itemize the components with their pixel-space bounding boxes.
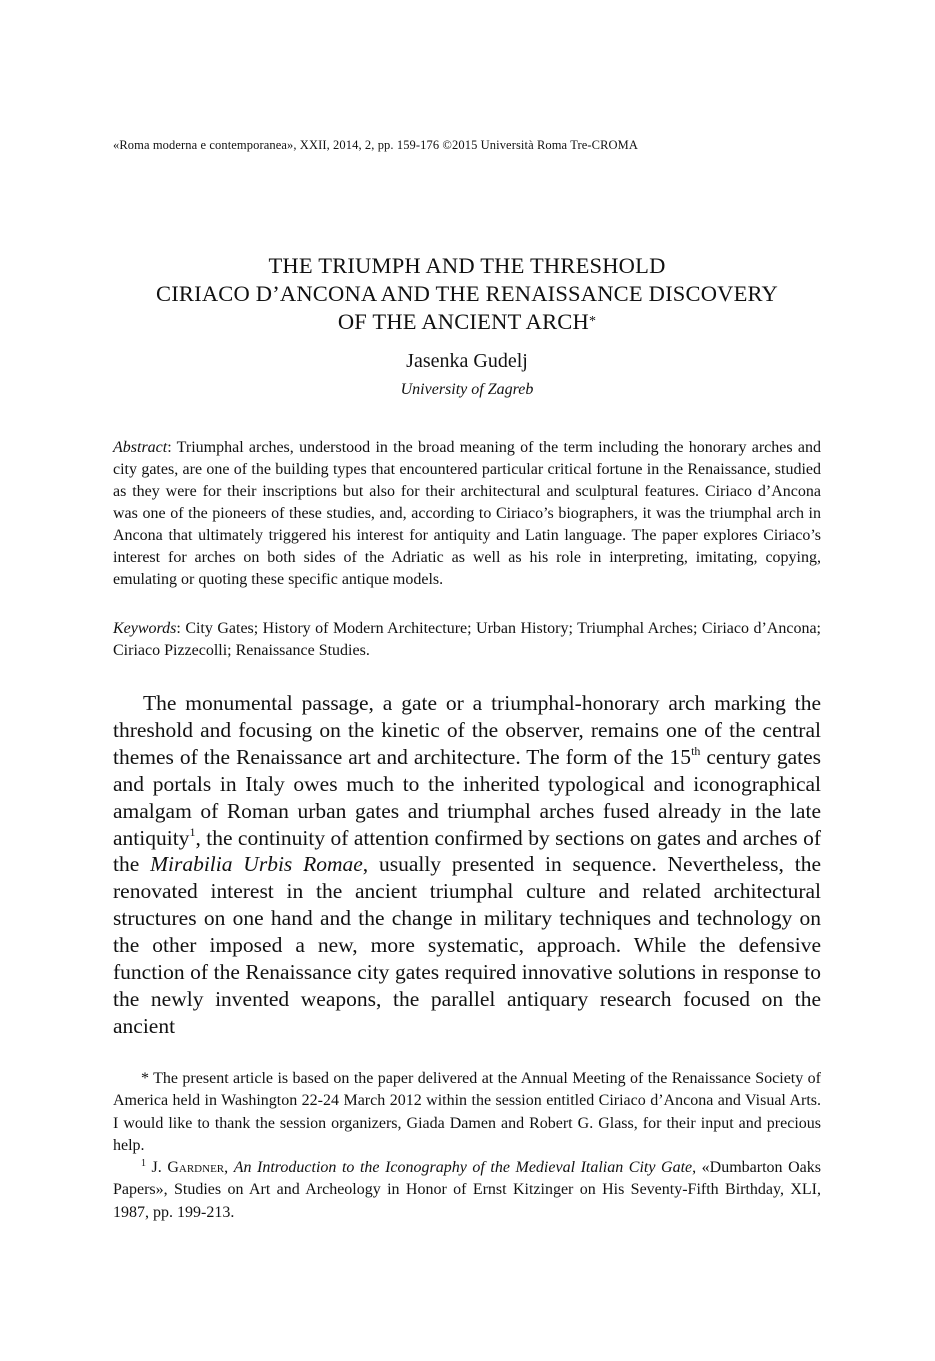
abstract-label: Abstract [113, 439, 168, 456]
title-line-3-text: OF THE ANCIENT ARCH [337, 309, 589, 334]
footnote-1-pre: J. [146, 1159, 168, 1177]
running-head: «Roma moderna e contemporanea», XXII, 2014, 2, pp. 159-176 ©2015 Università Roma Tre-CROMA [113, 138, 639, 152]
body-text-4: , usually presented in sequence. Nevertheless, the renovated interest in the ancient triumphal culture and related architectural structures on one hand and the change in military techniques and technology on the other imposed a new, more systematic, approach. While the defensive function of the Renaissance city gates required innovative solutions in response to the newly invented weapons, the parallel antiquary research focused on the ancient [113, 852, 821, 1038]
footnote-1-author: Gardner [167, 1159, 225, 1177]
title-line-3 [113, 308, 821, 336]
footnote-1 [113, 1157, 821, 1224]
footnote-1-comma: , [224, 1159, 234, 1177]
keywords [113, 618, 821, 662]
author-name: Jasenka Gudelj [406, 350, 528, 372]
body-text-1: The monumental passage, a gate or a triumphal-honorary arch marking the threshold and focusing on the kinetic of the observer, remains one of the central themes of the Renaissance art and architecture. The form of the 15 [113, 691, 821, 769]
author-affiliation: University of Zagreb [400, 381, 534, 398]
footnote-1-title: An Introduction to the Iconography of the Medieval Italian City Gate [233, 1159, 693, 1177]
mirabilia-title: Mirabilia Urbis Romae [150, 852, 363, 877]
title-line-2: CIRIACO D’ANCONA AND THE RENAISSANCE DISCOVERY [156, 281, 778, 306]
abstract [113, 437, 821, 591]
article-title [113, 252, 821, 336]
body-paragraph [113, 690, 821, 1040]
footnote-star: * The present article is based on the paper delivered at the Annual Meeting of the Renaissance Society of America held in Washington 22-24 March 2012 within the session entitled Ciriaco d’Ancona and Visual Arts. I would like to thank the session organizers, Giada Damen and Robert G. Glass, for their input and precious help. [113, 1070, 821, 1154]
body-text-2: century gates and portals in Italy owes much to the inherited typological and iconographical amalgam of Roman urban gates and triumphal arches fused already in the late antiquity [113, 744, 821, 850]
title-footnote-mark[interactable]: * [588, 314, 597, 329]
abstract-text: : Triumphal arches, understood in the broad meaning of the term including the honorary arches and city gates, are one of the building types that encountered particular critical fortune in the Renaissance, studied as they were for their inscriptions but also for their architectural and sculptural features. Ciriaco d’Ancona was one of the pioneers of these studies, and, according to Ciriaco’s biographers, it was the triumphal arch in Ancona that ultimately triggered his interest for antiquity and Latin language. The paper explores Ciriaco’s interest for arches on both sides of the Adriatic as well as his role in interpreting, imitating, copying, emulating or quoting these specific antique models. [113, 439, 821, 588]
body-text-3: , the continuity of attention confirmed by sections on gates and arches of the [113, 825, 821, 877]
footnotes [113, 1068, 821, 1224]
superscript-th: th [691, 743, 701, 758]
keywords-label: Keywords [113, 620, 177, 637]
keywords-text: : City Gates; History of Modern Architecture; Urban History; Triumphal Arches; Ciriaco d’Ancona; Ciriaco Pizzecolli; Renaissance Studies. [113, 620, 821, 659]
footnote-1-number: 1 [141, 1158, 146, 1170]
footnote-1-rest: , «Dumbarton Oaks Papers», Studies on Art and Archeology in Honor of Ernst Kitzinger on His Seventy-Fifth Birthday, XLI, 1987, pp. 199-213. [113, 1159, 821, 1221]
title-line-1: THE TRIUMPH AND THE THRESHOLD [268, 253, 666, 278]
footnote-ref-1[interactable]: 1 [189, 824, 196, 839]
